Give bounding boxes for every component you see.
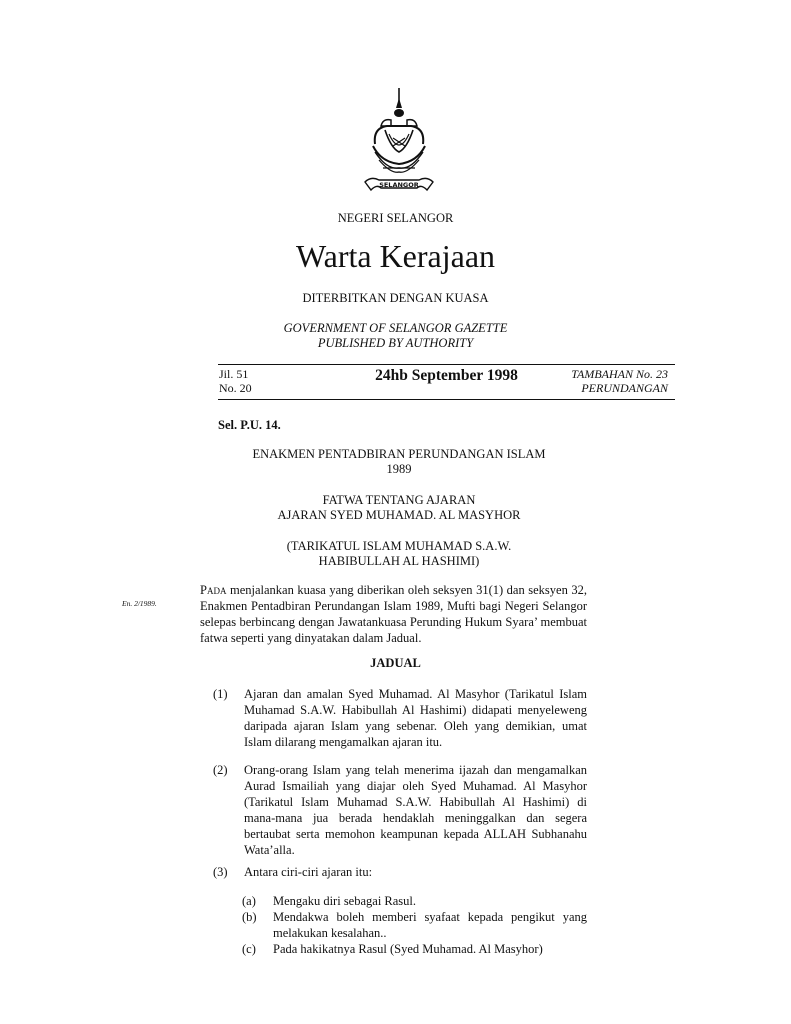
state-name: NEGERI SELANGOR — [337, 211, 454, 225]
gov-line-1: GOVERNMENT OF SELANGOR GAZETTE — [283, 321, 508, 335]
preamble-lead-word: Pada — [200, 583, 227, 597]
margin-note: En. 2/1989. — [122, 599, 157, 608]
item-number: (2) — [213, 763, 228, 777]
sub-item-c — [242, 941, 587, 957]
preamble-paragraph — [200, 582, 587, 646]
schedule-item-3 — [213, 864, 587, 880]
sub-item-text: Pada hakikatnya Rasul (Syed Muhamad. Al Masyhor) — [273, 942, 543, 956]
item-number: (3) — [213, 865, 228, 879]
issue-number: No. 20 — [219, 381, 252, 395]
gov-line-2: PUBLISHED BY AUTHORITY — [317, 336, 474, 350]
enactment-line-1: ENAKMEN PENTADBIRAN PERUNDANGAN ISLAM — [252, 447, 546, 461]
sub-item-number: (a) — [242, 894, 256, 908]
header-top-rule — [218, 364, 675, 365]
schedule-heading: JADUAL — [370, 656, 421, 670]
gazette-english-title — [0, 321, 791, 351]
selangor-crest-logo — [361, 86, 437, 210]
sub-item-text: Mengaku diri sebagai Rasul. — [273, 894, 417, 908]
supplement-number: TAMBAHAN No. 23 — [571, 367, 668, 381]
preamble-text: menjalankan kuasa yang diberikan oleh seksyen 31(1) dan seksyen 32, Enakmen Pentadbiran Perundangan Islam 1989, Mufti bagi Negeri Selangor selepas berbincang dengan Jawatankuasa Perunding Hukum Syara’ membuat fatwa seperti yang dinyatakan dalam Jadual. — [200, 583, 587, 645]
supplement-category: PERUNDANGAN — [581, 381, 668, 395]
gazette-title: Warta Kerajaan — [295, 238, 496, 274]
tarikat-heading — [218, 539, 580, 569]
enactment-heading — [218, 447, 580, 477]
item-text: Antara ciri-ciri ajaran itu: — [244, 865, 373, 879]
issued-by-authority-malay: DITERBITKAN DENGAN KUASA — [302, 291, 489, 305]
schedule-item-1 — [213, 686, 587, 750]
sub-item-number: (c) — [242, 942, 256, 956]
tarikat-line-2: HABIBULLAH AL HASHIMI) — [318, 554, 480, 568]
fatwa-heading — [218, 493, 580, 523]
item-text: Ajaran dan amalan Syed Muhamad. Al Masyhor (Tarikatul Islam Muhamad S.A.W. Habibullah Al Hashimi) didapati menyeleweng daripada ajaran Islam yang sebenar. Oleh yang demikian, umat Islam dilarang mengamalkan ajaran itu. — [244, 687, 587, 749]
enactment-line-2: 1989 — [386, 462, 412, 476]
crest-banner-text: SELANGOR — [379, 181, 419, 189]
document-reference: Sel. P.U. 14. — [218, 418, 281, 432]
supplement-info — [475, 367, 668, 395]
item-number: (1) — [213, 687, 228, 701]
sub-item-a — [242, 893, 587, 909]
fatwa-line-1: FATWA TENTANG AJARAN — [322, 493, 476, 507]
header-bottom-rule — [218, 399, 675, 400]
item-text: Orang-orang Islam yang telah menerima ijazah dan mengamalkan Aurad Ismailiah yang diajar oleh Syed Muhamad. Al Masyhor (Tarikatul Islam Muhamad S.A.W. Habibullah Al Hashimi) di mana-mana jua berada hendaklah meninggalkan dan segera bertaubat serta memohon keampunan kepada ALLAH Subhanahu Wata’alla. — [244, 763, 587, 857]
volume-label: Jil. 51 — [219, 367, 249, 381]
tarikat-line-1: (TARIKATUL ISLAM MUHAMAD S.A.W. — [286, 539, 512, 553]
publication-date: 24hb September 1998 — [375, 367, 518, 384]
sub-item-text: Mendakwa boleh memberi syafaat kepada pengikut yang melakukan kesalahan.. — [273, 910, 587, 940]
sub-item-number: (b) — [242, 910, 257, 924]
sub-item-b — [242, 909, 587, 941]
fatwa-line-2: AJARAN SYED MUHAMAD. AL MASYHOR — [277, 508, 521, 522]
schedule-item-2 — [213, 762, 587, 858]
